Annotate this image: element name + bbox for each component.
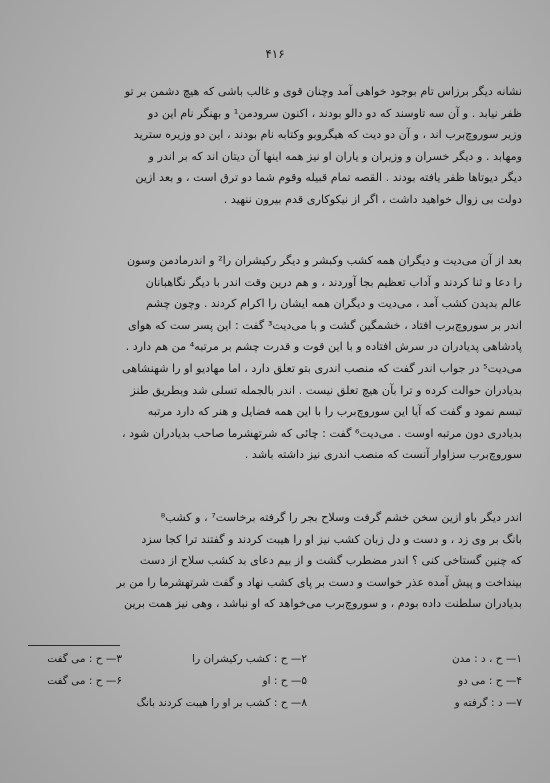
text-line: نشانه دیگر برزاس تام بوجود خواهی آمد وچنان قوی و غالب باشی که هیچ دشمن بر تو <box>124 85 522 98</box>
footnotes <box>22 649 522 719</box>
text-line: تبسم نمود و گفت که آیا این سوروچ‌برب را با این همه فضایل و هنر که دارد مرتبه <box>147 405 522 419</box>
paragraph-1 <box>22 81 522 211</box>
footnote-divider <box>28 645 120 646</box>
text-line: بدیادران سلطنت داده بودم ، و سوروچ‌برب می‌خواهد که او نباشد ، وهی نیز همت برین <box>124 597 522 611</box>
footnote-2: ۲— ح : کشب رکیشران را <box>192 653 307 665</box>
footnote-8: ۸— ح : کشب بر او را هیبت کردند بانگ <box>136 697 307 709</box>
footnote-1: ۱— ح ، د : مدن <box>451 653 522 665</box>
text-line: می‌دیت⁵ در جواب اندر گفت که منصب اندری بتو تعلق دارد ، اما مهادیو او را شهنشاهی <box>121 361 522 375</box>
text-line: بینداخت و پیش آمده عذر خواست و دست بر پای کشب نهاد و گفت شرتهشرما را من بر <box>116 575 522 589</box>
text-line: بدیادران حوالت کرده و ترا بآن هیچ تعلق نیست . اندر بالجمله تسلی شد وبطریق طنز <box>130 383 522 397</box>
text-line: بانگ بر وی زد ، و دست و دل زبان کشب نیز او را هیبت کردند و گفتند ترا کجا سزد <box>141 532 522 546</box>
text-line: ظفر نیابد . و آن سه تاوسند که دو دالو بودند ، اکنون سرودمن¹ و بهنگر نام این دو <box>147 106 522 120</box>
text-line: دولت بی زوال خواهید داشت ، اگر از نیکوکاری قدم بیرون ننهید . <box>223 192 522 206</box>
text-line: که چنین گستاخی کنی ؟ اندر مضطرب گشت و از بیم دعای بد کشب سلاح از دست <box>139 554 522 568</box>
footnote-5: ۵— ح : او <box>262 675 307 687</box>
text-line: دیگر دیوتاها ظفر یافته بودند . القصه تمام قبیله وقوم شما دو ترق است ، و بعد ازین <box>135 171 522 185</box>
paragraph-2 <box>22 250 522 466</box>
text-line: وزیر سوروچ‌برب اند ، و آن دو دیت که هیگروبو وکتابه نام بودند ، این دو وزیره سترید <box>133 128 522 142</box>
text-line: اندر دیگر باو ازین سخن خشم گرفت وسلاح بجر را گرفته برخاست⁷ ، و کشب⁸ <box>160 511 522 524</box>
text-line: پادشاهی پدیادران در سرش افتاده و با این قوت و قدرت چشم بر مرتبه⁴ من هم دارد . <box>125 340 522 354</box>
text-line: عالم بدیدن کشب آمد ، می‌دیت و دیگران همه ایشان را اکرام کردند . وچون چشم <box>146 297 522 311</box>
text-line: ومهابد . و دیگر خسران و وزیران و یاران او نیز همه اینها آن دیتان اند که بر اندر و <box>148 149 522 163</box>
footnote-4: ۴— ح : می دو <box>458 675 522 687</box>
text-line: بعد از آن می‌دیت و دیگران همه کشب وکبشر و دیگر رکیشران را² و اندرمادمن وسون <box>126 254 522 267</box>
paragraph-3 <box>22 507 522 615</box>
footnote-3: ۳— ح : می گفت <box>47 653 122 665</box>
text-line: را دعا و ثنا کردند و آداب تعظیم بجا آوردند ، و هم درین وقت اندر با دیگر نگاهبانان <box>145 275 522 289</box>
text-line: اندر بر سوروچ‌برب افتاد ، خشمگین گشت و با می‌دیت³ گفت : این پسر ست که هوای <box>127 318 522 332</box>
footnote-7: ۷— د : گرفته و <box>454 697 522 709</box>
page-number: ۴۱۶ <box>265 47 285 61</box>
footnote-6: ۶— ح : می گفت <box>47 675 122 687</box>
text-line: بدیادری دون مرتبه اوست . می‌دیت⁶ گفت : چائی که شرتهشرما صاحب بدیادران شود ، <box>122 426 522 440</box>
text-line: سوروچ‌برب سزاوار آنست که منصب اندری نیز داشته باشد . <box>244 448 522 462</box>
